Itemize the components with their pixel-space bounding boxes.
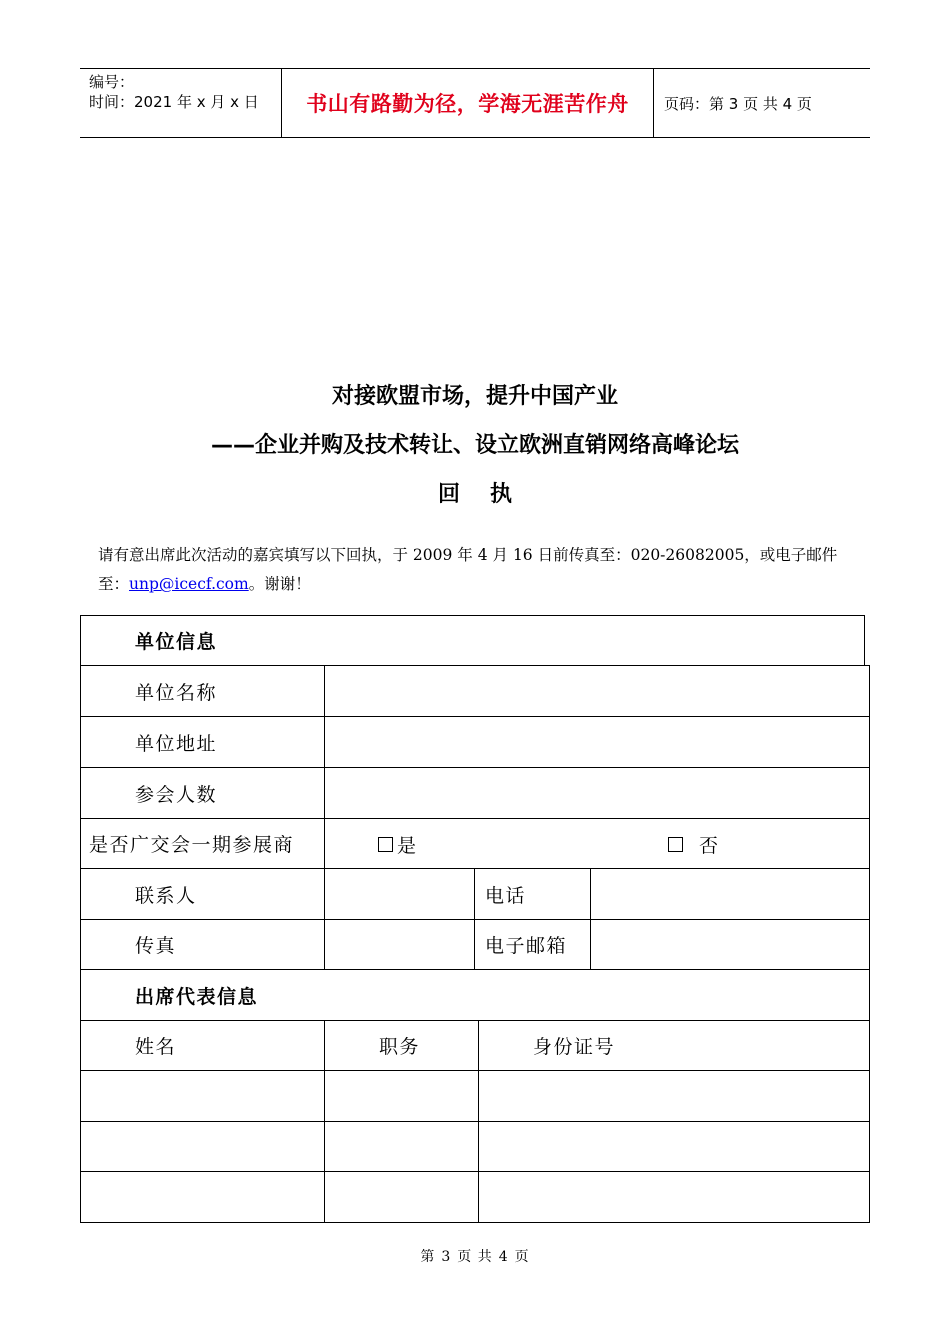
phone-field[interactable] bbox=[590, 868, 870, 920]
fax-label bbox=[80, 919, 325, 970]
attendee-id-cell[interactable] bbox=[478, 1171, 870, 1223]
canton-fair-label-text: 是否广交会一期参展商 bbox=[89, 834, 295, 856]
page-footer bbox=[0, 1246, 950, 1266]
col-name-header-text: 姓名 bbox=[135, 1036, 177, 1058]
fax-label-text: 传真 bbox=[135, 935, 177, 957]
unit-name-label-text: 单位名称 bbox=[135, 681, 218, 704]
attendee-count-field[interactable] bbox=[324, 767, 870, 819]
unit-info-heading-text: 单位信息 bbox=[135, 631, 218, 653]
intro-thanks: 。谢谢！ bbox=[248, 575, 311, 593]
attendee-title-cell[interactable] bbox=[324, 1121, 479, 1172]
receipt-title: 回执 bbox=[437, 482, 542, 507]
header-page-info: 页码：第 3 页 共 4 页 bbox=[664, 94, 812, 113]
doc-title: 对接欧盟市场，提升中国产业 bbox=[331, 384, 618, 409]
page-header bbox=[80, 68, 870, 138]
contact-label bbox=[80, 868, 325, 920]
header-page-cell bbox=[654, 69, 870, 137]
phone-label-text: 电话 bbox=[485, 884, 527, 907]
attendee-heading-text: 出席代表信息 bbox=[135, 985, 259, 1008]
unit-address-label bbox=[80, 716, 325, 768]
attendee-title-cell[interactable] bbox=[324, 1171, 479, 1223]
attendee-name-cell[interactable] bbox=[80, 1171, 325, 1223]
header-meta-cell bbox=[80, 69, 282, 137]
intro-text: 请有意出席此次活动的嘉宾填写以下回执，于 2009 年 4 月 16 日前传真至：020-26082005，或电子邮件至： bbox=[98, 546, 838, 593]
header-motto-cell bbox=[282, 69, 654, 137]
col-title-header bbox=[324, 1020, 479, 1071]
attendee-title-cell[interactable] bbox=[324, 1070, 479, 1122]
unit-name-field[interactable] bbox=[324, 665, 870, 717]
attendee-id-cell[interactable] bbox=[478, 1121, 870, 1172]
option-yes-label: 是 bbox=[397, 834, 417, 857]
attendee-count-label-text: 参会人数 bbox=[135, 783, 218, 806]
unit-name-label bbox=[80, 665, 325, 717]
email-label bbox=[474, 919, 591, 970]
contact-field[interactable] bbox=[324, 868, 475, 920]
option-no-label: 否 bbox=[699, 834, 719, 857]
attendee-count-label bbox=[80, 767, 325, 819]
header-motto: 书山有路勤为径，学海无涯苦作舟 bbox=[306, 92, 629, 116]
doc-subtitle: ——企业并购及技术转让、设立欧洲直销网络高峰论坛 bbox=[210, 433, 739, 458]
email-label-text: 电子邮箱 bbox=[485, 935, 568, 957]
contact-label-text: 联系人 bbox=[135, 884, 197, 907]
attendee-name-cell[interactable] bbox=[80, 1070, 325, 1122]
attendee-heading bbox=[80, 969, 870, 1021]
col-id-header bbox=[478, 1020, 870, 1071]
unit-info-heading bbox=[80, 615, 865, 666]
unit-address-label-text: 单位地址 bbox=[135, 732, 218, 755]
email-field[interactable] bbox=[590, 919, 870, 970]
canton-fair-options bbox=[324, 818, 870, 869]
attendee-id-cell[interactable] bbox=[478, 1070, 870, 1122]
attendee-name-cell[interactable] bbox=[80, 1121, 325, 1172]
doc-time-label: 时间：2021 年 x 月 x 日 bbox=[89, 93, 259, 111]
col-id-header-text: 身份证号 bbox=[533, 1036, 616, 1058]
phone-label bbox=[474, 868, 591, 920]
footer-prefix: 第 bbox=[420, 1249, 436, 1265]
fax-field[interactable] bbox=[324, 919, 475, 970]
email-link[interactable]: unp@icecf.com bbox=[129, 575, 249, 593]
doc-number-label: 编号： bbox=[89, 73, 135, 91]
footer-current-page: 3 bbox=[441, 1249, 452, 1265]
footer-middle: 页 共 bbox=[457, 1249, 493, 1265]
col-title-header-text: 职务 bbox=[379, 1036, 421, 1058]
footer-total-pages: 4 bbox=[498, 1249, 509, 1265]
col-name-header bbox=[80, 1020, 325, 1071]
footer-suffix: 页 bbox=[514, 1249, 530, 1265]
intro-paragraph bbox=[98, 541, 868, 599]
canton-fair-label bbox=[80, 818, 325, 869]
unit-address-field[interactable] bbox=[324, 716, 870, 768]
